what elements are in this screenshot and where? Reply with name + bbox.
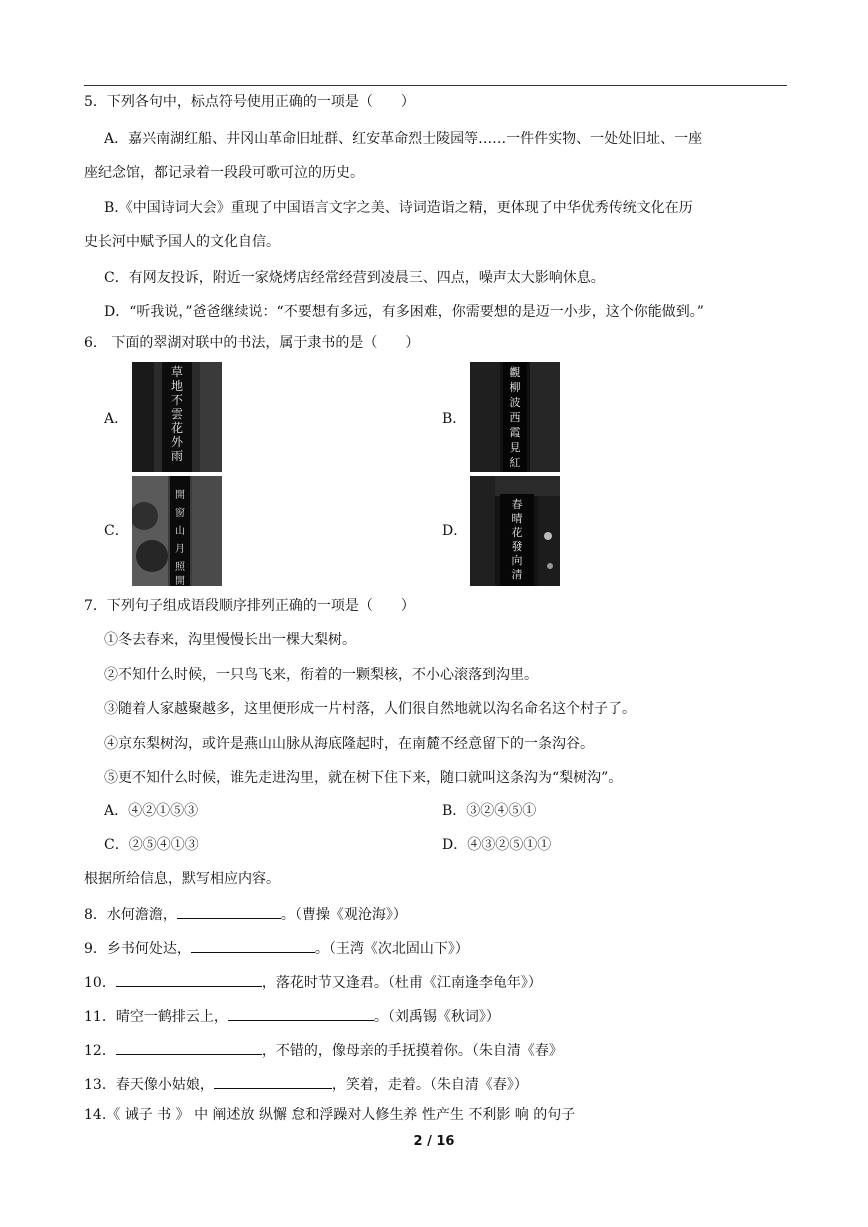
q6-photo-d-char: 花 bbox=[511, 526, 523, 539]
q9 bbox=[84, 937, 469, 959]
q6-photo-c-char: 山 bbox=[175, 526, 185, 537]
q7-option-a: A．④②①⑤③ bbox=[104, 803, 199, 819]
q7-sentence-4: ④京东梨树沟，或许是燕山山脉从海底隆起时，在南麓不经意留下的一条沟谷。 bbox=[104, 736, 594, 752]
q6-photo-a-char: 地 bbox=[170, 379, 184, 393]
q5-option-a-line1: A．嘉兴南湖红船、井冈山革命旧址群、红安革命烈士陵园等……一件件实物、一处处旧址、一座 bbox=[104, 131, 703, 147]
q6-photo-b-char: 紅 bbox=[509, 456, 521, 469]
q6-photo-d-char: 清 bbox=[511, 568, 523, 581]
q6-option-d-label: D． bbox=[442, 523, 468, 539]
q12-source: ，不错的，像母亲的手抚摸着你。（朱自清《春》 bbox=[261, 1043, 563, 1059]
q6-photo-a-char: 草 bbox=[170, 365, 184, 379]
q7-option-b: B．③②④⑤① bbox=[442, 803, 537, 819]
q12-answer-blank[interactable] bbox=[116, 1039, 262, 1055]
q14: 14.《 诫子 书 》 中 阐述放 纵懈 怠和浮躁对人修生养 性产生 不利影 响 的句子 bbox=[84, 1107, 576, 1123]
q6-photo-b-char: 西 bbox=[509, 411, 521, 424]
q6-photo-b-char: 波 bbox=[509, 396, 521, 409]
q8 bbox=[84, 903, 407, 925]
q6-stem: 6． 下面的翠湖对联中的书法，属于隶书的是（ ） bbox=[84, 335, 420, 351]
q6-option-a-label: A． bbox=[104, 411, 129, 427]
q11-answer-blank[interactable] bbox=[228, 1005, 374, 1021]
q13 bbox=[84, 1073, 528, 1095]
q5-option-b-line1: B.《中国诗词大会》重现了中国语言文字之美、诗词造诣之精，更体现了中华优秀传统文化在历 bbox=[104, 200, 693, 216]
q6-photo-a-char: 雨 bbox=[170, 449, 184, 463]
q6-photo-b-char: 觀 bbox=[509, 366, 521, 379]
q5-stem: 5．下列各句中，标点符号使用正确的一项是（ ） bbox=[84, 94, 415, 110]
q10-prompt: 10． bbox=[84, 975, 116, 991]
q11-prompt: 11．晴空一鹤排云上， bbox=[84, 1009, 228, 1025]
q6-photo-b bbox=[470, 362, 560, 472]
q6-photo-c-char: 月 bbox=[175, 544, 185, 555]
q7-option-c: C．②⑤④①③ bbox=[104, 837, 199, 853]
q7-stem: 7．下列句子组成语段顺序排列正确的一项是（ ） bbox=[84, 598, 415, 614]
q6-photo-b-char: 霞 bbox=[509, 426, 521, 439]
q10-answer-blank[interactable] bbox=[116, 971, 262, 987]
q6-photo-c-char: 照 bbox=[175, 562, 185, 573]
q9-prompt: 9．乡书何处达， bbox=[84, 941, 191, 957]
q7-sentence-3: ③随着人家越聚越多，这里便形成一片村落，人们很自然地就以沟名命名这个村子了。 bbox=[104, 701, 636, 717]
q6-photo-d-char: 向 bbox=[511, 554, 523, 567]
q6-photo-c bbox=[132, 476, 222, 586]
q7-sentence-2: ②不知什么时候，一只鸟飞来，衔着的一颗梨核，不小心滚落到沟里。 bbox=[104, 667, 538, 683]
q10-source: ，落花时节又逢君。（杜甫《江南逢李龟年》） bbox=[261, 975, 542, 991]
q5-option-a-line2: 座纪念馆，都记录着一段段可歌可泣的历史。 bbox=[84, 165, 364, 181]
q13-prompt: 13．春天像小姑娘， bbox=[84, 1077, 214, 1093]
dictation-intro: 根据所给信息，默写相应内容。 bbox=[84, 871, 280, 887]
q6-photo-b-char: 見 bbox=[509, 441, 521, 454]
q8-answer-blank[interactable] bbox=[177, 903, 281, 919]
q13-source: ，笑着，走着。（朱自清《春》） bbox=[331, 1077, 528, 1093]
page-number: 2 / 16 bbox=[413, 1134, 455, 1149]
q6-photo-a bbox=[132, 362, 222, 472]
q6-option-c-label: C． bbox=[104, 523, 129, 539]
q5-option-b-line2: 史长河中赋予国人的文化自信。 bbox=[84, 234, 280, 250]
q12-prompt: 12． bbox=[84, 1043, 116, 1059]
q13-answer-blank[interactable] bbox=[214, 1073, 332, 1089]
q6-photo-d bbox=[470, 476, 560, 586]
q5-option-d: D．“听我说，”爸爸继续说：“不要想有多远，有多困难，你需要想的是迈一小步，这个你能做到。” bbox=[104, 304, 704, 320]
q11-source: 。（刘禹锡《秋词》） bbox=[373, 1009, 500, 1025]
q6-photo-a-char: 外 bbox=[170, 435, 184, 449]
q7-option-d: D．④③②⑤①① bbox=[442, 837, 552, 853]
q6-photo-c-char: 開 bbox=[175, 576, 185, 586]
q8-prompt: 8．水何澹澹， bbox=[84, 907, 177, 923]
q6-photo-b-char: 柳 bbox=[509, 381, 521, 394]
q7-sentence-5: ⑤更不知什么时候，谁先走进沟里，就在树下住下来，随口就叫这条沟为“梨树沟”。 bbox=[104, 770, 623, 786]
q6-photo-d-char: 晴 bbox=[511, 512, 523, 525]
q10 bbox=[84, 971, 542, 993]
q6-photo-a-char: 不 bbox=[170, 393, 184, 407]
q6-photo-d-char: 春 bbox=[511, 498, 523, 511]
q6-photo-d-char: 發 bbox=[511, 540, 523, 553]
q7-sentence-1: ①冬去春来，沟里慢慢长出一棵大梨树。 bbox=[104, 632, 356, 648]
q6-photo-a-char: 花 bbox=[170, 421, 184, 435]
q6-photo-a-char: 雲 bbox=[170, 407, 184, 421]
q11 bbox=[84, 1005, 500, 1027]
q5-option-c: C．有网友投诉，附近一家烧烤店经常经营到凌晨三、四点，噪声太大影响休息。 bbox=[104, 270, 605, 286]
header-rule bbox=[84, 85, 787, 86]
q9-answer-blank[interactable] bbox=[191, 937, 315, 953]
q8-source: 。（曹操《观沧海》） bbox=[280, 907, 407, 923]
q6-photo-c-char: 開 bbox=[175, 490, 185, 501]
q12 bbox=[84, 1039, 563, 1061]
q6-photo-c-char: 窗 bbox=[175, 508, 185, 519]
q6-option-b-label: B． bbox=[442, 411, 467, 427]
q9-source: 。（王湾《次北固山下》） bbox=[314, 941, 469, 957]
